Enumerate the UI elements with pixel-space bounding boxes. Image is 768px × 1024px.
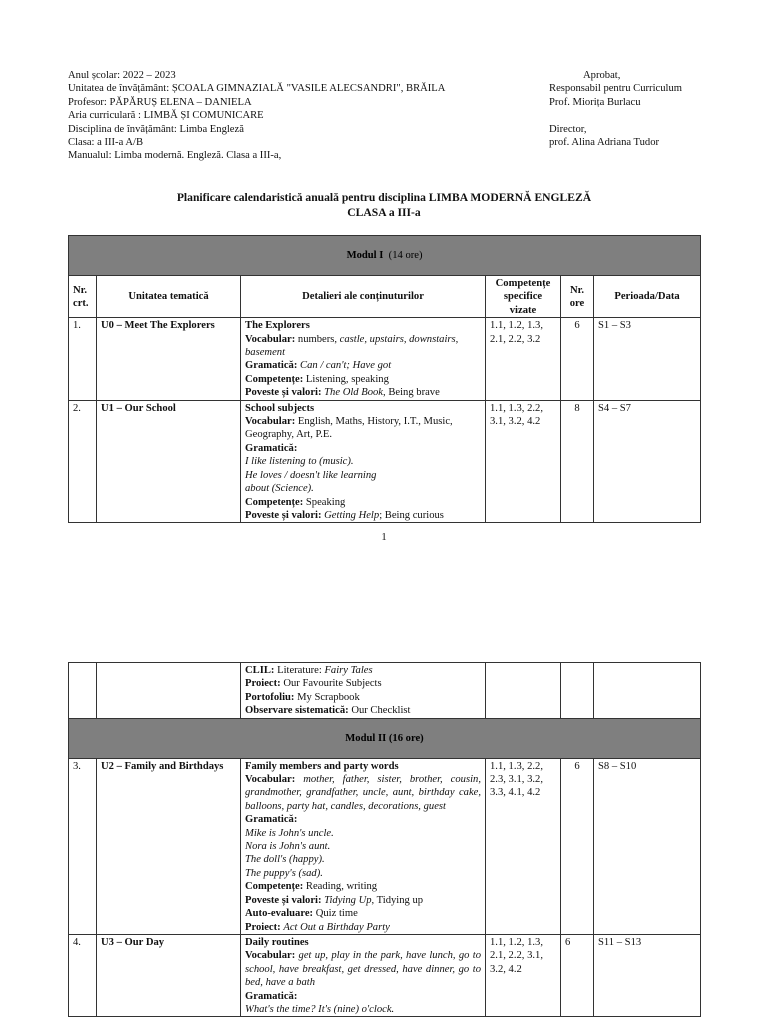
competence-codes: 1.1, 1.3, 2.2, 2.3, 3.1, 3.2, 3.3, 4.1, 4.2 [486, 758, 561, 934]
curriculum-responsible-title: Responsabil pentru Curriculum [549, 83, 682, 95]
header-right [549, 69, 682, 149]
hours-value: 8 [561, 400, 594, 523]
table-row: 1. U0 – Meet The Explorers The Explorers Vocabular: numbers, castle, upstairs, downstairs, basement Gramatică: Can / can't; Have got Competențe: Listening, speaking Poveste și valori: The Old Book, Being brave 1.1, 1.2, 1.3, 2.1, 2.2, 3.2 6 S1 – S3 [69, 318, 701, 400]
class: Clasa: a III-a A/B [68, 136, 144, 148]
competence-codes: 1.1, 1.3, 2.2, 3.1, 3.2, 4.2 [486, 400, 561, 523]
unit-title: U3 – Our Day [97, 934, 241, 1016]
table-row-continued [69, 663, 701, 719]
curriculum-responsible-name: Prof. Miorița Burlacu [549, 96, 641, 108]
table-row: 3. U2 – Family and Birthdays Family members and party words Vocabular: mother, father, sister, brother, cousin, grandmother, grandfather, uncle, aunt, birthday cake, balloons, party hat, candles, decorations, guest Gramatică: Mike is John's uncle. Nora is John's aunt. The doll's (happy). The puppy's (sad). Competențe: Reading, writing Poveste și valori: Tidying Up, Tidying up Auto-evaluare: Quiz time Proiect: Act Out a Birthday Party 1.1, 1.3, 2.2, 2.3, 3.1, 3.2, 3.3, 4.1, 4.2 6 S8 – S10 [69, 758, 701, 934]
content-details: School subjects Vocabular: English, Maths, History, I.T., Music, Geography, Art, P.E. Gramatică: I like listening to (music). He loves / doesn't like learning about (Science). Competențe: Speaking Poveste și valori: Getting Help; Being curious [241, 400, 486, 523]
header-left [68, 69, 445, 163]
period-value: S8 – S10 [594, 758, 701, 934]
content-details: CLIL: Literature: Fairy Tales Proiect: Our Favourite Subjects Portofoliu: My Scrapbook Observare sistematică: Our Checklist [241, 663, 486, 719]
col-details: Detalieri ale conținuturilor [241, 276, 486, 318]
content-details: Family members and party words Vocabular: mother, father, sister, brother, cousin, grandmother, grandfather, uncle, aunt, birthday cake, balloons, party hat, candles, decorations, guest Gramatică: Mike is John's uncle. Nora is John's aunt. The doll's (happy). The puppy's (sad). Competențe: Reading, writing Poveste și valori: Tidying Up, Tidying up Auto-evaluare: Quiz time Proiect: Act Out a Birthday Party [241, 758, 486, 934]
module-row [69, 718, 701, 758]
period-value: S4 – S7 [594, 400, 701, 523]
competence-codes: 1.1, 1.2, 1.3, 2.1, 2.2, 3.1, 3.2, 4.2 [486, 934, 561, 1016]
period-value: S11 – S13 [594, 934, 701, 1016]
hours-value: 6 [561, 758, 594, 934]
planning-table-page1 [68, 235, 701, 523]
unit-title: U2 – Family and Birthdays [97, 758, 241, 934]
content-details: The Explorers Vocabular: numbers, castle, upstairs, downstairs, basement Gramatică: Can / can't; Have got Competențe: Listening, speaking Poveste și valori: The Old Book, Being brave [241, 318, 486, 400]
module-hours: (16 ore) [388, 732, 424, 744]
col-nr: Nr. [73, 284, 88, 296]
textbook: Manualul: Limba modernă. Engleză. Clasa a III-a, [68, 150, 282, 162]
module-name: Modul I [346, 250, 384, 262]
approved-label: Aprobat, [583, 70, 621, 81]
document-subtitle: CLASA a III-a [347, 206, 421, 219]
col-period: Perioada/Data [594, 276, 701, 318]
teacher: Profesor: PĂPĂRUȘ ELENA – DANIELA [68, 96, 252, 108]
school-unit: Unitatea de învățământ: ȘCOALA GIMNAZIALĂ "VASILE ALECSANDRI", BRĂILA [68, 83, 446, 95]
table-row: 2. U1 – Our School School subjects Vocabular: English, Maths, History, I.T., Music, Geography, Art, P.E. Gramatică: I like listening to (music). He loves / doesn't like learning about (Science). Competențe: Speaking Poveste și valori: Getting Help; Being curious 1.1, 1.3, 2.2, 3.1, 3.2, 4.2 8 S4 – S7 [69, 400, 701, 523]
hours-value: 6 [561, 934, 594, 1016]
document-title: Planificare calendaristică anuală pentru disciplina LIMBA MODERNĂ ENGLEZĂ [176, 191, 592, 204]
competence-codes: 1.1, 1.2, 1.3, 2.1, 2.2, 3.2 [486, 318, 561, 400]
unit-title: U0 – Meet The Explorers [97, 318, 241, 400]
hours-value: 6 [561, 318, 594, 400]
column-header-row: Nr. crt. Unitatea tematică Detalieri ale conținuturilor Competențe specifice vizate Nr. ore Perioada/Data [69, 276, 701, 318]
content-details: Daily routines Vocabular: get up, play in the park, have lunch, go to school, have breakfast, get dressed, have dinner, go to bed, have a bath Gramatică: What's the time? It's (nine) o'clock. [241, 934, 486, 1016]
curricular-area: Aria curriculară : LIMBĂ ȘI COMUNICARE [68, 110, 264, 122]
table-row: 4. U3 – Our Day Daily routines Vocabular: get up, play in the park, have lunch, go to school, have breakfast, get dressed, have dinner, go to bed, have a bath Gramatică: What's the time? It's (nine) o'clock. 1.1, 1.2, 1.3, 2.1, 2.2, 3.1, 3.2, 4.2 6 S11 – S13 [69, 934, 701, 1016]
period-value: S1 – S3 [594, 318, 701, 400]
director-title: Director, [549, 123, 587, 135]
module-hours: (14 ore) [388, 250, 423, 262]
school-year: Anul școlar: 2022 – 2023 [68, 70, 176, 81]
unit-title: U1 – Our School [97, 400, 241, 523]
col-hours: Nr. [569, 284, 585, 296]
subject: Disciplina de învățământ: Limba Engleză [68, 123, 244, 135]
module-row [69, 236, 701, 276]
col-unit: Unitatea tematică [97, 276, 241, 318]
page-number: 1 [381, 532, 387, 543]
director-name: prof. Alina Adriana Tudor [549, 136, 660, 148]
module-name: Modul II [345, 732, 387, 744]
col-competences: Competențe [495, 278, 551, 289]
planning-table-page2 [68, 662, 701, 1017]
